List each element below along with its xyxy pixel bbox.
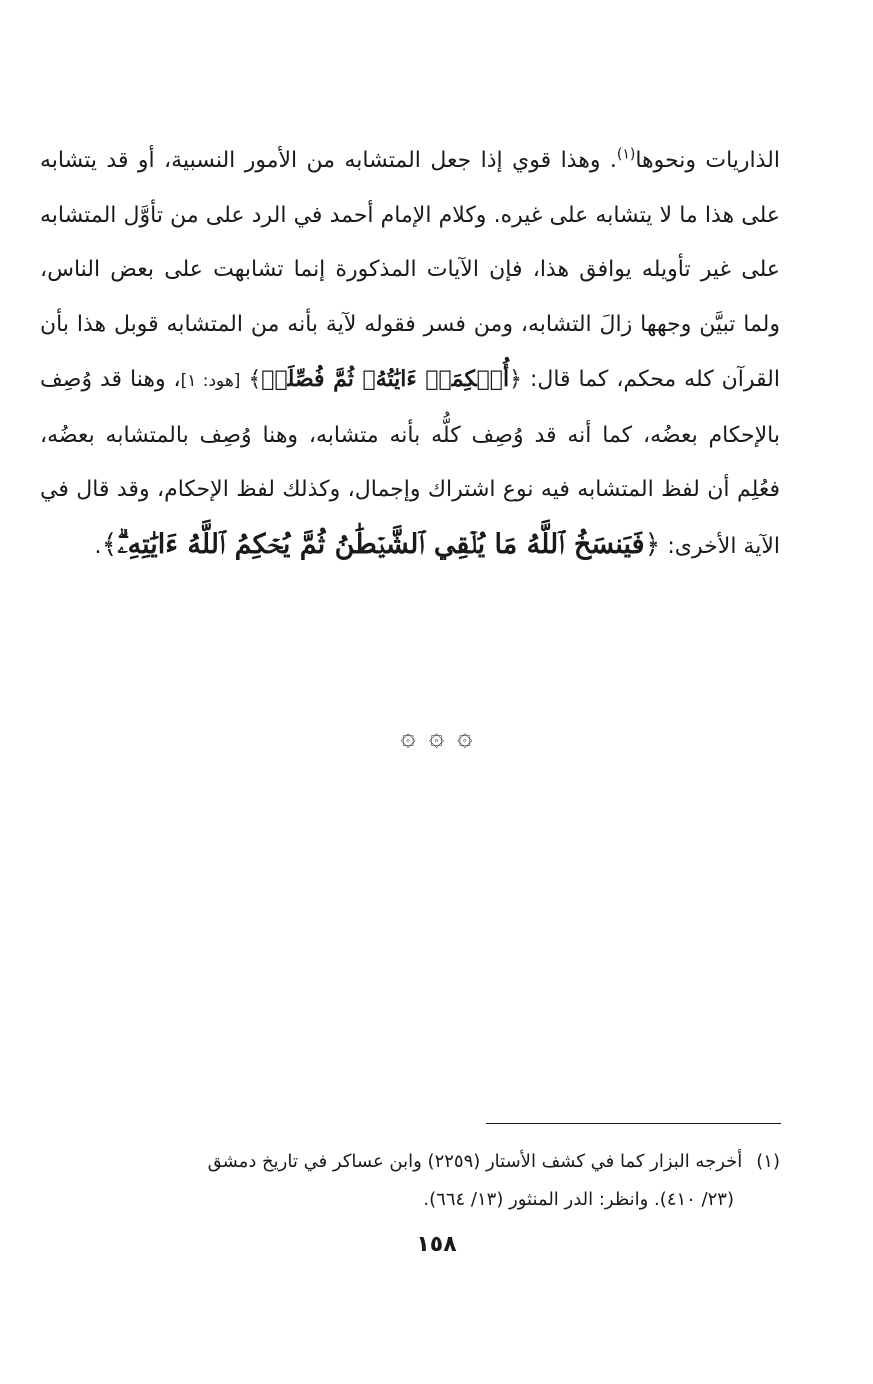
section-divider — [0, 722, 873, 752]
text-segment: . وهذا قوي إذا جعل المتشابه من الأمور النسبية، أو قد يتشابه على هذا ما لا يتشابه على غيره. وكلام الإمام أحمد في الرد على من تأوَّل المتشابه على غير تأويله يوافق هذا، فإن الآيات المذكورة إنما تشابهت على بعض الناس، ولما تبيَّن وجهها زالَ التشابه، ومن فسر فقوله لآية بأنه من المتشابه قوبل هذا بأن القرآن كله محكم، كما قال: — [40, 148, 780, 392]
footnote-number: (١) — [756, 1151, 780, 1172]
text-segment: ، وهنا قد وُصِف بالإحكام بعضُه، كما أنه قد وُصِف كلُّه بأنه متشابه، وهنا وُصِف بالمتشابه بعضُه، فعُلِم أن لفظ المتشابه فيه نوع اشتراك وإجمال، وكذلك لفظ الإحكام، وقد قال في الآية الأخرى: — [40, 367, 780, 559]
page-number: ١٥٨ — [416, 1232, 457, 1257]
text-segment: . — [94, 533, 102, 559]
quran-open-bracket: ﴿ — [509, 367, 523, 392]
footnote-item — [40, 1143, 780, 1219]
verse-reference: [هود: ١] — [180, 371, 241, 391]
quran-open-bracket: ﴿ — [644, 528, 661, 560]
footnote-text-line: (٢٣/ ٤١٠). وانظر: الدر المنثور (١٣/ ٦٦٤). — [423, 1189, 734, 1210]
footnote-separator — [486, 1123, 781, 1124]
quran-close-bracket: ﴾ — [248, 367, 262, 392]
main-text — [40, 134, 780, 574]
quran-verse: فَيَنسَخُ ٱللَّهُ مَا يُلۡقِي ٱلشَّيۡطَٰنُ ثُمَّ يُحۡكِمُ ٱللَّهُ ءَايَٰتِهِۦۗ — [117, 528, 645, 560]
ornament-icon: ۞ — [457, 722, 473, 752]
footnotes-section — [40, 1143, 780, 1219]
footnote-text-line: أخرجه البزار كما في كشف الأستار (٢٢٥٩) وابن عساكر في تاريخ دمشق — [207, 1151, 743, 1172]
quran-close-bracket: ﴾ — [101, 528, 118, 560]
text-segment: الذاريات ونحوها — [635, 148, 780, 173]
footnote-reference[interactable]: (١) — [616, 146, 636, 163]
ornament-icon: ۞ — [400, 722, 416, 752]
main-paragraph — [40, 134, 780, 574]
ornament-icon: ۞ — [428, 722, 445, 752]
quran-verse: أُحۡكِمَتۡ ءَايَٰتُهُۥ ثُمَّ فُصِّلَتۡ — [261, 366, 510, 392]
